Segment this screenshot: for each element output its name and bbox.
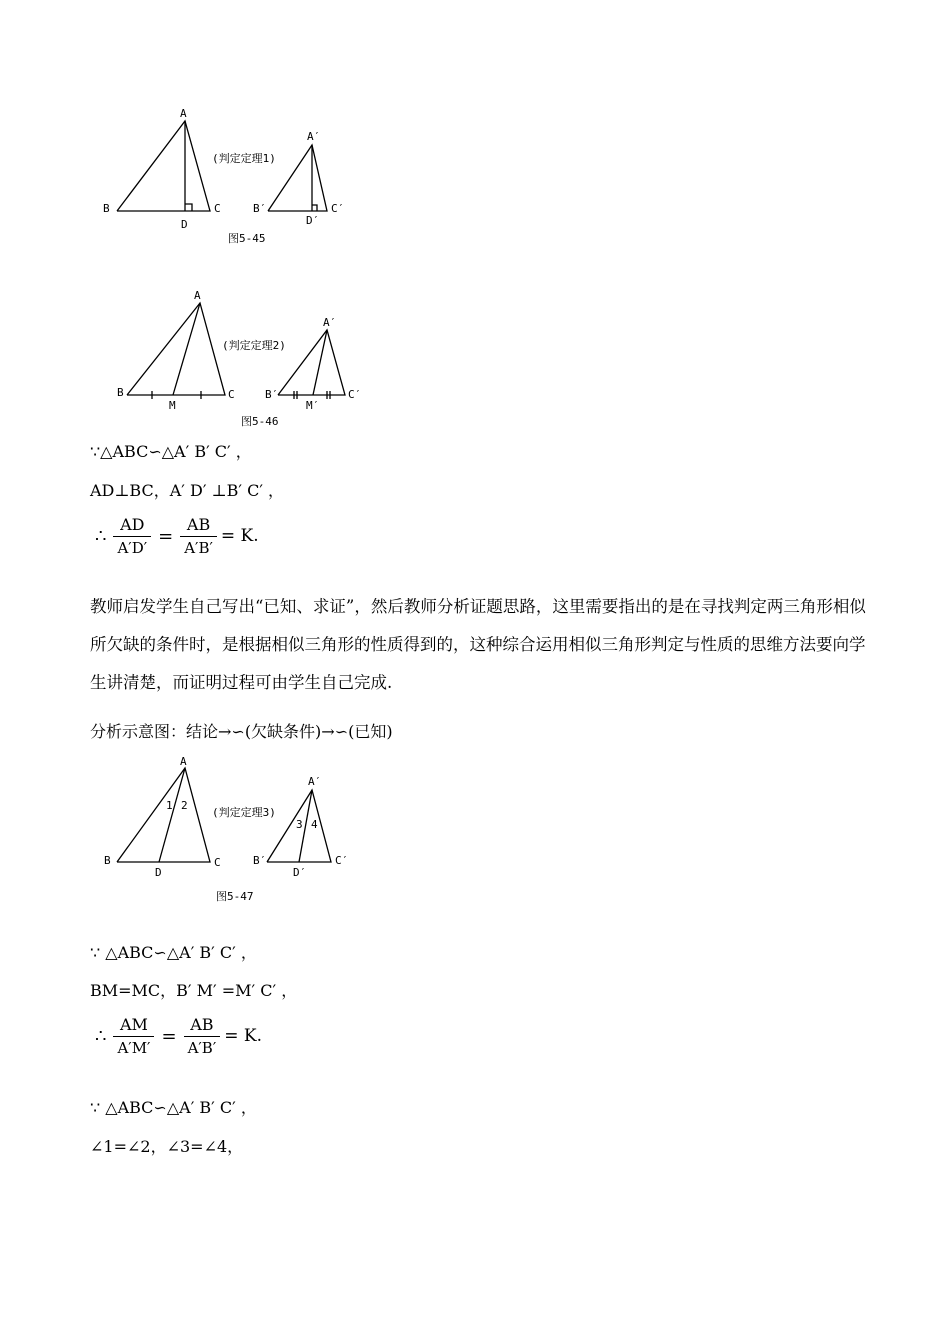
figure-caption: 图5-45 (228, 232, 266, 245)
figure-5-47 (95, 752, 365, 912)
label-C: C (214, 202, 221, 215)
theorem-label: (判定定理2) (222, 339, 286, 352)
label-M-prime: M′ (306, 399, 320, 412)
label-A: A (180, 755, 187, 768)
result: = K. (224, 1026, 262, 1046)
figure-5-45 (95, 100, 365, 250)
triangle-abc (117, 121, 210, 211)
angle-4: 4 (311, 818, 318, 831)
analysis-line: 分析示意图：结论→∽(欠缺条件)→∽(已知) (90, 722, 393, 741)
fraction-am-over-a2m2 (113, 1015, 154, 1057)
angle-1: 1 (166, 799, 173, 812)
label-M: M (169, 399, 176, 412)
figure-caption: 图5-46 (241, 415, 279, 428)
theorem-label: (判定定理3) (212, 806, 276, 819)
numerator: AB (190, 1015, 214, 1034)
label-C-prime: C′ (335, 854, 349, 867)
fraction-ab-over-a2b2 (184, 1015, 221, 1057)
denominator: A′D′ (113, 536, 151, 557)
block1-line2: AD⊥BC，A′ D′ ⊥B′ C′ ， (90, 481, 285, 500)
therefore-symbol: ∴ (95, 1025, 107, 1047)
fraction-ab-over-a2b2 (180, 515, 217, 557)
label-D-prime: D′ (293, 866, 307, 879)
label-C: C (214, 856, 221, 869)
figure-5-46 (105, 285, 375, 430)
median-am (173, 303, 200, 395)
numerator: AD (120, 515, 145, 534)
label-B: B (104, 854, 111, 867)
label-B-prime: B′ (265, 388, 279, 401)
triangle-abc (127, 303, 225, 395)
label-B: B (117, 386, 124, 399)
label-D: D (181, 218, 188, 231)
label-C-prime: C′ (331, 202, 345, 215)
equals-sign: = (161, 1025, 177, 1047)
denominator: A′B′ (184, 1036, 221, 1057)
block2-line1: ∵ △ABC∽△A′ B′ C′ ， (90, 943, 257, 962)
denominator: A′B′ (180, 536, 217, 557)
label-B-prime: B′ (253, 854, 267, 867)
label-A: A (180, 107, 187, 120)
right-angle-mark (185, 204, 192, 211)
fraction-ad-over-a2d2 (113, 515, 151, 557)
label-D: D (155, 866, 162, 879)
label-A-prime: A′ (323, 316, 337, 329)
figure-caption: 图5-47 (216, 890, 254, 903)
numerator: AB (186, 515, 211, 534)
label-C: C (228, 388, 235, 401)
block3-line1: ∵ △ABC∽△A′ B′ C′ ， (90, 1098, 257, 1117)
teaching-paragraph: 教师启发学生自己写出“已知、求证”，然后教师分析证题思路，这里需要指出的是在寻找判定两三角形相似所欠缺的条件时，是根据相似三角形的性质得到的，这种综合运用相似三角形判定与性质的思维方法要向学生讲清楚，而证明过程可由学生自己完成. (90, 597, 866, 692)
label-A-prime: A′ (308, 775, 322, 788)
bisector-ad (159, 768, 185, 862)
denominator: A′M′ (113, 1036, 154, 1057)
right-angle-mark-2 (312, 205, 317, 211)
equals-sign: = (158, 525, 174, 547)
therefore-symbol: ∴ (95, 525, 107, 547)
label-A: A (194, 289, 201, 302)
numerator: AM (119, 1015, 148, 1034)
triangle-a2b2c2 (268, 145, 327, 211)
label-A-prime: A′ (307, 130, 321, 143)
label-B-prime: B′ (253, 202, 267, 215)
result: = K. (220, 526, 259, 546)
block1-equation (92, 515, 259, 557)
block1-line1: ∵△ABC∽△A′ B′ C′ ， (90, 442, 252, 461)
block2-equation (92, 1015, 262, 1057)
block3-line2: ∠1=∠2，∠3=∠4， (90, 1137, 244, 1156)
angle-3: 3 (296, 818, 303, 831)
label-B: B (103, 202, 110, 215)
block2-line2: BM=MC，B′ M′ =M′ C′ ， (90, 981, 298, 1000)
theorem-label: (判定定理1) (212, 152, 276, 165)
angle-2: 2 (181, 799, 188, 812)
label-D-prime: D′ (306, 214, 320, 227)
label-C-prime: C′ (348, 388, 362, 401)
triangle-a2b2c2 (278, 330, 345, 395)
